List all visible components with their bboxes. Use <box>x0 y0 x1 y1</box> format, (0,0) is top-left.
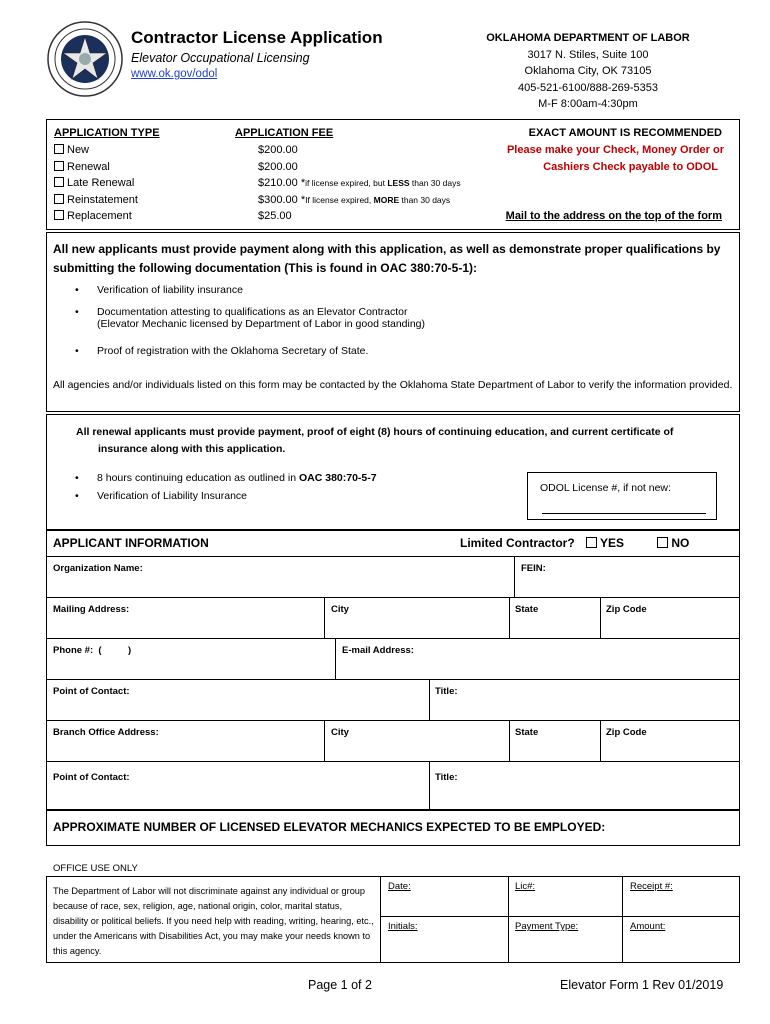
grid-line <box>380 876 381 963</box>
non-discrimination-statement: The Department of Labor will not discriminate against any individual or group because of race, sex, religion, age, national origin, color, marital status, disability or political beliefs. If you need help with reading, writing, hearing, etc., under the Americans with Disabilities Act, you may make your needs known to this agency. <box>53 886 374 956</box>
contact-verification-note: All agencies and/or individuals listed on this form may be contacted by the Oklahoma State Department of Labor to verify the information provided. <box>53 379 733 391</box>
city-label: City <box>331 727 349 738</box>
checkbox[interactable] <box>54 177 64 187</box>
department-phone: 405-521-6100/888-269-5353 <box>517 81 659 94</box>
point-of-contact-field[interactable] <box>47 680 429 720</box>
department-name: OKLAHOMA DEPARTMENT OF LABOR <box>486 32 690 44</box>
address-line-2: Oklahoma City, OK 73105 <box>524 65 652 77</box>
limited-contractor-question <box>460 536 689 550</box>
contact-title-field[interactable] <box>430 680 739 720</box>
website-link[interactable]: www.ok.gov/odol <box>131 68 218 80</box>
limited-yes-label: YES <box>600 536 625 550</box>
point-of-contact-label: Point of Contact: <box>53 686 130 697</box>
zip-label: Zip Code <box>606 604 647 615</box>
form-title: Contractor License Application <box>131 28 383 47</box>
grid-line <box>508 876 509 963</box>
fee-new: $200.00 <box>258 144 298 156</box>
branch-office-address-field[interactable] <box>47 721 324 761</box>
point-of-contact-label: Point of Contact: <box>53 772 130 783</box>
branch-contact-title-field[interactable] <box>430 762 739 809</box>
type-label: Replacement <box>67 210 132 222</box>
state-label: State <box>515 727 539 738</box>
office-license-number-field[interactable]: Lic#: <box>515 881 536 892</box>
application-type-heading: APPLICATION TYPE <box>54 127 160 139</box>
branch-point-of-contact-field[interactable] <box>47 762 429 809</box>
fein-label: FEIN: <box>521 563 546 574</box>
exact-amount-heading: EXACT AMOUNT IS RECOMMENDED <box>528 127 722 139</box>
type-label: Late Renewal <box>67 177 135 189</box>
office-payment-type-field[interactable]: Payment Type: <box>515 921 579 932</box>
checkbox[interactable] <box>54 161 64 171</box>
type-option-reinstatement[interactable] <box>54 194 138 206</box>
mechanics-count-label: APPROXIMATE NUMBER OF LICENSED ELEVATOR MECHANICS EXPECTED TO BE EMPLOYED: <box>53 820 606 834</box>
renewal-requirement-ce: • 8 hours continuing education as outlined in OAC 380:70-5-7 <box>97 472 377 484</box>
type-option-replacement[interactable] <box>54 210 132 222</box>
fein-field[interactable] <box>515 557 739 597</box>
new-requirement-insurance: • Verification of liability insurance <box>97 284 243 296</box>
address-line-1: 3017 N. Stiles, Suite 100 <box>527 48 649 61</box>
fee-renewal: $200.00 <box>258 161 298 173</box>
new-requirement-registration: • Proof of registration with the Oklahoma Secretary of State. <box>97 345 368 357</box>
email-label: E-mail Address: <box>342 645 414 656</box>
state-label: State <box>515 604 539 615</box>
fee-replacement: $25.00 <box>258 210 292 222</box>
mailing-address-label: Mailing Address: <box>53 604 130 615</box>
application-fee-heading: APPLICATION FEE <box>235 127 334 139</box>
grid-line <box>622 876 623 963</box>
payment-instruction-2: Cashiers Check payable to ODOL <box>543 161 718 173</box>
license-number-line <box>542 513 706 514</box>
checkbox[interactable] <box>54 194 64 204</box>
fee-reinstatement <box>258 194 450 206</box>
office-initials-field[interactable]: Initials: <box>388 921 418 932</box>
type-option-new[interactable] <box>54 144 89 156</box>
payment-instruction-1: Please make your Check, Money Order or <box>506 144 724 156</box>
new-applicants-intro: All new applicants must provide payment along with this application, as well as demonstrate proper qualifications by submitting the following documentation (This is found in OAC 380:70-5-1): <box>53 242 721 275</box>
limited-no-label: NO <box>671 536 690 550</box>
type-option-renewal[interactable] <box>54 161 110 173</box>
form-subtitle: Elevator Occupational Licensing <box>131 51 310 65</box>
state-seal-logo <box>46 20 124 98</box>
page-number: Page 1 of 2 <box>308 978 372 992</box>
fee-amount: $210.00 * <box>258 177 306 189</box>
phone-label: Phone #: ( ) <box>53 645 132 656</box>
office-hours: M-F 8:00am-4:30pm <box>538 98 638 110</box>
renewal-requirement-insurance: • Verification of Liability Insurance <box>97 490 247 502</box>
type-label: Reinstatement <box>67 194 138 206</box>
office-use-label: OFFICE USE ONLY <box>53 863 138 874</box>
mail-note: Mail to the address on the top of the form <box>505 210 722 222</box>
city-label: City <box>331 604 349 615</box>
mailing-city-field[interactable] <box>325 598 509 638</box>
office-receipt-field[interactable]: Receipt #: <box>630 881 673 892</box>
renewal-intro: All renewal applicants must provide payment, proof of eight (8) hours of continuing education, and current certificate of insurance along with this application. <box>76 426 674 455</box>
zip-label: Zip Code <box>606 727 647 738</box>
license-number-label: ODOL License #, if not new: <box>540 482 671 494</box>
fee-note: if license expired, but LESS than 30 days <box>305 178 461 188</box>
grid-line <box>380 916 740 917</box>
mailing-address-field[interactable] <box>47 598 324 638</box>
phone-field[interactable] <box>47 639 335 679</box>
type-label: Renewal <box>67 161 110 173</box>
branch-office-address-label: Branch Office Address: <box>53 727 159 738</box>
organization-name-label: Organization Name: <box>53 563 143 574</box>
email-field[interactable] <box>336 639 739 679</box>
limited-no-checkbox[interactable] <box>657 537 668 548</box>
branch-city-field[interactable] <box>325 721 509 761</box>
branch-state-field[interactable] <box>510 721 600 761</box>
department-address-block <box>460 30 716 113</box>
office-amount-field[interactable]: Amount: <box>630 921 666 932</box>
form-revision: Elevator Form 1 Rev 01/2019 <box>560 978 724 992</box>
checkbox[interactable] <box>54 144 64 154</box>
type-option-late-renewal[interactable] <box>54 177 134 189</box>
organization-name-field[interactable] <box>47 557 514 597</box>
fee-late-renewal <box>258 177 461 189</box>
mailing-zip-field[interactable] <box>601 598 739 638</box>
office-date-field[interactable]: Date: <box>388 881 411 892</box>
fee-amount: $300.00 * <box>258 194 306 206</box>
odol-license-number-field[interactable] <box>527 472 717 520</box>
mailing-state-field[interactable] <box>510 598 600 638</box>
title-label: Title: <box>435 772 458 783</box>
title-label: Title: <box>435 686 458 697</box>
checkbox[interactable] <box>54 210 64 220</box>
applicant-information-heading: APPLICANT INFORMATION <box>53 536 209 550</box>
type-label: New <box>67 144 90 156</box>
limited-yes-checkbox[interactable] <box>586 537 597 548</box>
new-requirement-qualifications: • Documentation attesting to qualifications as an Elevator Contractor (Elevator Mechanic licensed by Department of Labor in good standing) <box>97 306 425 330</box>
limited-contractor-label: Limited Contractor? <box>460 536 575 550</box>
branch-zip-field[interactable] <box>601 721 739 761</box>
fee-note: If license expired, MORE than 30 days <box>305 195 451 205</box>
